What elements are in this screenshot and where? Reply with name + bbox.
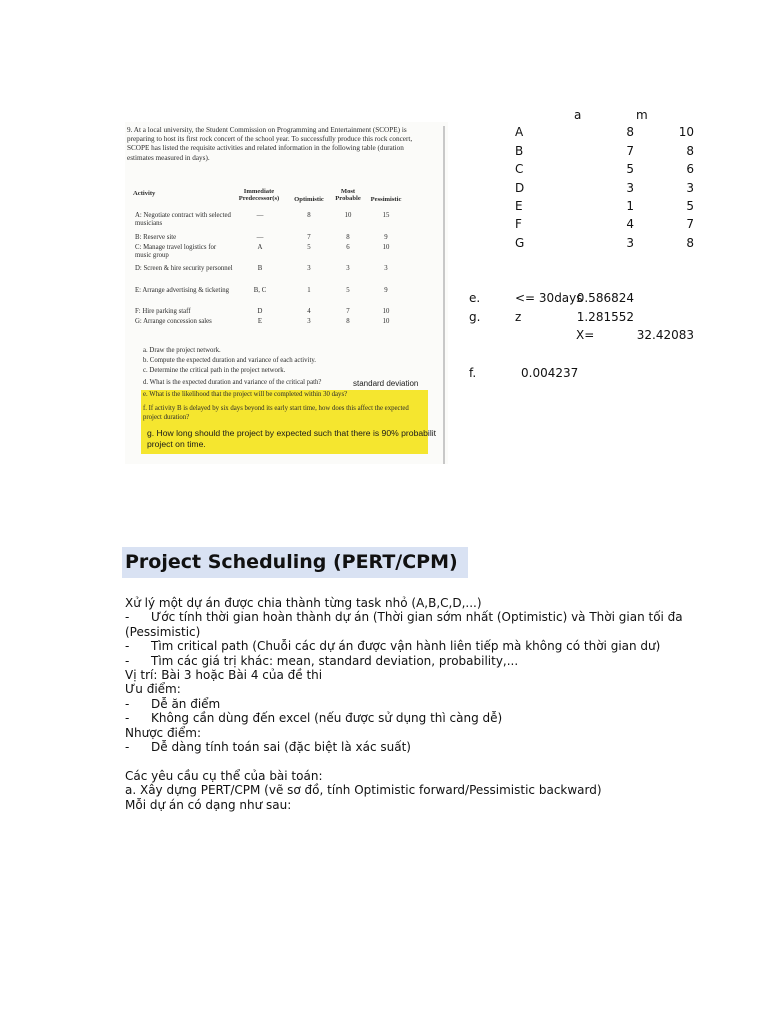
section-heading: Project Scheduling (PERT/CPM) [122, 547, 468, 578]
sheet-row-a-value: 3 [626, 181, 634, 195]
scan-header-pessimistic: Pessimistic [370, 196, 402, 203]
sheet-f-value: 0.004237 [521, 366, 579, 380]
scan-row-d-name: D: Screen & hire security personnel [135, 265, 233, 272]
sheet-row-label: B [515, 144, 524, 158]
sheet-g-variable: z [515, 310, 522, 324]
scan-part-f: f. If activity B is delayed by six days beyond its early start time, how does this affect the expected project duration? [143, 405, 409, 422]
scan-row-a-opt: 8 [307, 212, 311, 219]
sheet-row-label: C [515, 162, 524, 176]
scan-row-g-pred: E [257, 318, 263, 325]
requirement-form: Mỗi dự án có dạng như sau: [125, 797, 292, 812]
scan-row-b-most: 8 [346, 234, 350, 241]
sheet-e-condition: <= 30days [515, 291, 583, 305]
sheet-row-m-value: 6 [686, 162, 694, 176]
sheet-col-a-header: a [574, 108, 582, 122]
scan-row-b-name: B: Reserve site [135, 234, 177, 241]
scan-row-f-most: 7 [346, 308, 350, 315]
con-item-1: - Dễ dàng tính toán sai (đặc biệt là xác suất) [125, 740, 411, 755]
bullet-critical-path: - Tìm critical path (Chuỗi các dự án được vận hành liên tiếp mà không có thời gian dư) [125, 639, 661, 654]
scan-row-c-name: C: Manage travel logistics for music group [135, 244, 217, 259]
sheet-row-a-value: 5 [626, 162, 634, 176]
sheet-row-a-value: 3 [626, 236, 634, 250]
blank-line [125, 754, 665, 768]
sheet-row-m-value: 8 [686, 144, 694, 158]
scan-row-b-opt: 7 [307, 234, 311, 241]
scan-row-c-pess: 10 [382, 244, 390, 251]
sheet-g-label: g. [469, 310, 481, 324]
sheet-row-m-value: 8 [686, 236, 694, 250]
sheet-row-a-value: 7 [626, 144, 634, 158]
scan-row-a-name: A: Negotiate contract with selected musicians [135, 212, 231, 227]
scan-row-e-opt: 1 [307, 287, 311, 294]
scan-header-activity: Activity [133, 190, 156, 197]
sheet-row-m-value: 7 [686, 217, 694, 231]
sheet-row-label: E [515, 199, 523, 213]
scan-row-a-pred: — [256, 212, 264, 219]
sheet-row-m-value: 5 [686, 199, 694, 213]
scan-row-d-opt: 3 [307, 265, 311, 272]
textbook-scan [125, 122, 448, 464]
scan-row-d-pess: 3 [384, 265, 388, 272]
sheet-row-a-value: 1 [626, 199, 634, 213]
sheet-row-label: F [515, 217, 522, 231]
position-line: Vị trí: Bài 3 hoặc Bài 4 của đề thi [125, 668, 323, 683]
scan-row-e-pess: 9 [384, 287, 388, 294]
scan-header-most-probable: Most Probable [335, 188, 361, 203]
scan-row-g-pess: 10 [382, 318, 390, 325]
pro-item-2: - Không cần dùng đến excel (nếu được sử dụng thì càng dễ) [125, 711, 503, 726]
scan-row-f-opt: 4 [307, 308, 311, 315]
bullet-estimate: - Ước tính thời gian hoàn thành dự án (Thời gian sớm nhất (Optimistic) và Thời gian tối đa [125, 610, 683, 625]
scan-row-d-most: 3 [346, 265, 350, 272]
scan-row-g-opt: 3 [307, 318, 311, 325]
scan-row-e-pred: B, C [253, 287, 267, 294]
scan-edge [443, 126, 445, 464]
sheet-row-a-value: 4 [626, 217, 634, 231]
scan-part-b: b. Compute the expected duration and variance of each activity. [143, 357, 316, 364]
scan-row-b-pess: 9 [384, 234, 388, 241]
scan-row-g-name: G: Arrange concession sales [135, 318, 212, 325]
scan-part-a: a. Draw the project network. [143, 347, 221, 354]
scan-g-note: g. How long should the project by expected such that there is 90% probabilit project on time. [147, 428, 437, 449]
scan-sd-note: standard deviation [353, 379, 419, 388]
scan-row-e-most: 5 [346, 287, 350, 294]
sheet-x-value: 32.42083 [636, 328, 694, 342]
scan-row-e-name: E: Arrange advertising & ticketing [135, 287, 229, 294]
scan-row-f-pred: D [257, 308, 263, 315]
sheet-e-value: 0.586824 [576, 291, 634, 305]
sheet-col-m-header: m [636, 108, 648, 122]
scan-row-a-most: 10 [344, 212, 352, 219]
sheet-f-label: f. [469, 366, 477, 380]
scan-row-c-opt: 5 [307, 244, 311, 251]
sheet-row-m-value: 10 [678, 125, 694, 139]
sheet-g-value: 1.281552 [576, 310, 634, 324]
scan-row-f-pess: 10 [382, 308, 390, 315]
pro-item-1: - Dễ ăn điểm [125, 696, 221, 711]
scan-question: 9. At a local university, the Student Commission on Programming and Entertainment (SCOPE) is preparing to host its first rock concert of the school year. To successfully produce this rock concert, SCOPE has listed the requisite activities and related information in the following table (duration estimates measured in days). [127, 126, 413, 162]
scan-row-d-pred: B [257, 265, 263, 272]
scan-row-g-most: 8 [346, 318, 350, 325]
body-text [125, 596, 683, 812]
scan-row-f-name: F: Hire parking staff [135, 308, 191, 315]
scan-row-c-pred: A [257, 244, 263, 251]
sheet-row-a-value: 8 [626, 125, 634, 139]
scan-row-c-most: 6 [346, 244, 350, 251]
sheet-row-label: A [515, 125, 524, 139]
bullet-values: - Tìm các giá trị khác: mean, standard deviation, probability,... [125, 653, 519, 668]
pros-title: Ưu điểm: [125, 682, 181, 697]
scan-header-optimistic: Optimistic [294, 196, 324, 203]
scan-row-b-pred: — [256, 234, 264, 241]
requirement-a: a. Xây dựng PERT/CPM (vẽ sơ đồ, tính Optimistic forward/Pessimistic backward) [125, 783, 602, 798]
bullet-estimate-cont: (Pessimistic) [125, 624, 201, 639]
sheet-row-label: G [515, 236, 525, 250]
scan-row-a-pess: 15 [382, 212, 390, 219]
sheet-e-label: e. [469, 291, 481, 305]
cons-title: Nhược điểm: [125, 725, 202, 740]
sheet-row-m-value: 3 [686, 181, 694, 195]
scan-part-d: d. What is the expected duration and variance of the critical path? [143, 379, 322, 386]
requirements-title: Các yêu cầu cụ thể của bài toán: [125, 768, 323, 783]
sheet-x-label: X= [576, 328, 595, 342]
scan-part-c: c. Determine the critical path in the project network. [143, 367, 286, 374]
sheet-row-label: D [515, 181, 525, 195]
intro-line: Xử lý một dự án được chia thành từng task nhỏ (A,B,C,D,...) [125, 596, 482, 610]
scan-header-predecessors: Immediate Predecessor(s) [238, 188, 280, 203]
scan-part-e: e. What is the likelihood that the project will be completed within 30 days? [143, 391, 348, 398]
